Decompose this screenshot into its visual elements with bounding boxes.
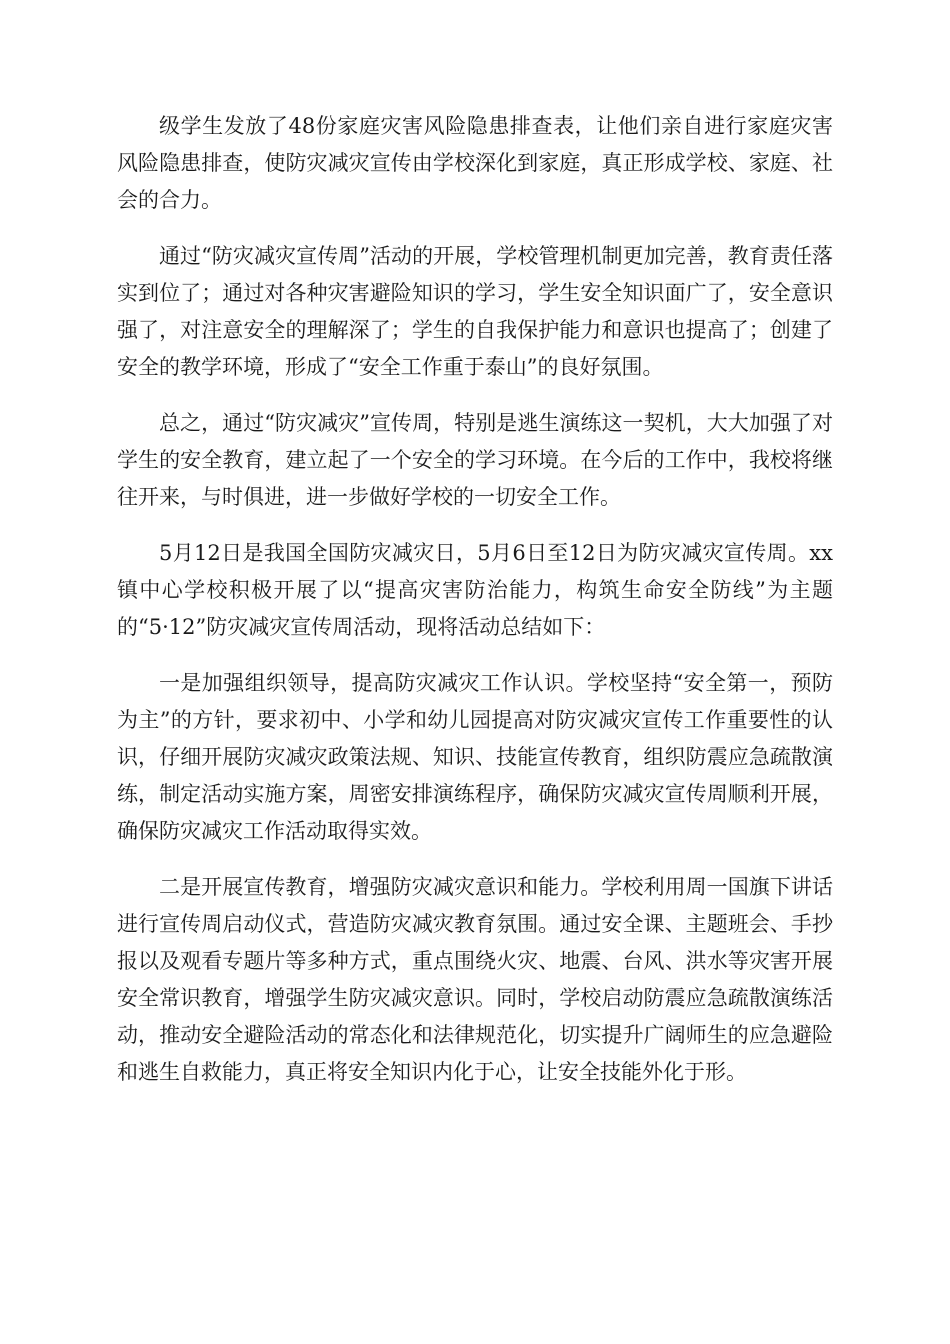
paragraph-6: 二是开展宣传教育，增强防灾减灾意识和能力。学校利用周一国旗下讲话进行宣传周启动仪式，营造防灾减灾教育氛围。通过安全课、主题班会、手抄报以及观看专题片等多种方式，重点围绕火灾、地震、台风、洪水等灾害开展安全常识教育，增强学生防灾减灾意识。同时，学校启动防震应急疏散演练活动，推动安全避险活动的常态化和法律规范化，切实提升广阔师生的应急避险和逃生自救能力，真正将安全知识内化于心，让安全技能外化于形。 xyxy=(117,875,833,1084)
paragraph-4: 5月12日是我国全国防灾减灾日，5月6日至12日为防灾减灾宣传周。xx镇中心学校积极开展了以“提高灾害防治能力，构筑生命安全防线”为主题的“5·12”防灾减灾宣传周活动，现将活动总结如下： xyxy=(117,541,833,639)
paragraph-2: 通过“防灾减灾宣传周”活动的开展，学校管理机制更加完善，教育责任落实到位了；通过对各种灾害避险知识的学习，学生安全知识面广了，安全意识强了，对注意安全的理解深了；学生的自我保护能力和意识也提高了；创建了安全的教学环境，形成了“安全工作重于泰山”的良好氛围。 xyxy=(117,244,833,379)
paragraph-3: 总之，通过“防灾减灾”宣传周，特别是逃生演练这一契机，大大加强了对学生的安全教育，建立起了一个安全的学习环境。在今后的工作中，我校将继往开来，与时俱进，进一步做好学校的一切安全工作。 xyxy=(117,411,833,509)
document-body xyxy=(117,108,833,1110)
paragraph-1: 级学生发放了48份家庭灾害风险隐患排查表，让他们亲自进行家庭灾害风险隐患排查，使防灾减灾宣传由学校深化到家庭，真正形成学校、家庭、社会的合力。 xyxy=(117,114,833,212)
paragraph-5: 一是加强组织领导，提高防灾减灾工作认识。学校坚持“安全第一，预防为主”的方针，要求初中、小学和幼儿园提高对防灾减灾宣传工作重要性的认识，仔细开展防灾减灾政策法规、知识、技能宣传教育，组织防震应急疏散演练，制定活动实施方案，周密安排演练程序，确保防灾减灾宣传周顺利开展，确保防灾减灾工作活动取得实效。 xyxy=(117,671,833,843)
